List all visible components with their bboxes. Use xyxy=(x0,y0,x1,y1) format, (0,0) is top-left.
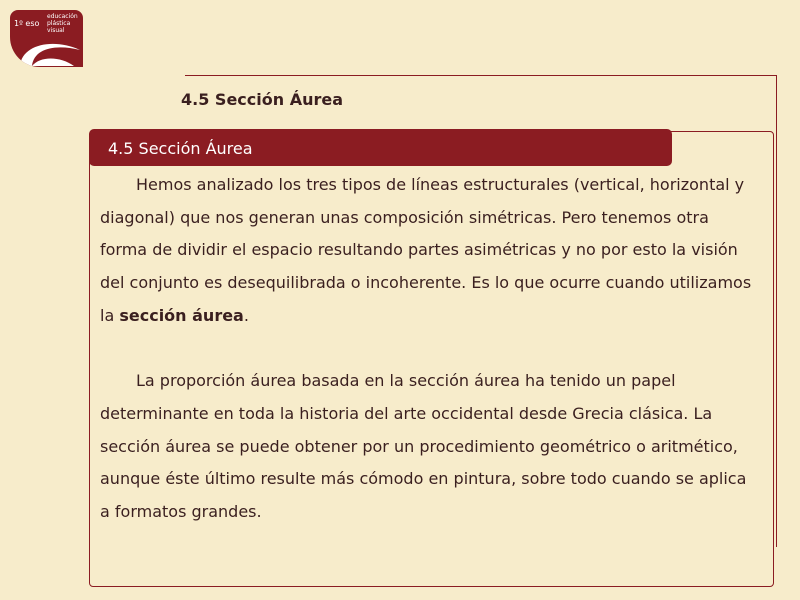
paragraph-spacer xyxy=(100,333,760,366)
logo-subject-line: educación xyxy=(47,13,78,20)
logo-subject-line: visual xyxy=(47,27,65,34)
course-logo xyxy=(10,10,83,67)
right-divider xyxy=(776,75,777,547)
paragraph-text-end: . xyxy=(243,305,249,325)
paragraph-text: Hemos analizado los tres tipos de líneas estructurales (vertical, horizontal y diagonal) que nos generan unas composición simétricas. Pero tenemos otra forma de dividir el espacio resultando partes asimétricas y no por esto la visión del conjunto es desequilibrada o incoherente. Es lo que ocurre cuando utilizamos la xyxy=(100,175,752,325)
logo-swoosh-icon xyxy=(10,36,83,67)
page-title: 4.5 Sección Áurea xyxy=(181,90,344,109)
section-heading: 4.5 Sección Áurea xyxy=(89,129,672,166)
logo-subject-label xyxy=(47,13,78,34)
paragraph-golden-section-intro xyxy=(100,169,760,333)
logo-subject-line: plástica xyxy=(47,20,71,27)
emphasis-term: sección áurea xyxy=(119,305,244,325)
logo-course-label: 1º eso xyxy=(14,19,40,28)
header-divider xyxy=(185,75,777,76)
section-body xyxy=(100,169,760,529)
paragraph-golden-ratio-history: La proporción áurea basada en la sección áurea ha tenido un papel determinante en toda la historia del arte occidental desde Grecia clásica. La sección áurea se puede obtener por un procedimiento geométrico o aritmético, aunque éste último resulte más cómodo en pintura, sobre todo cuando se aplica a formatos grandes. xyxy=(100,371,747,522)
